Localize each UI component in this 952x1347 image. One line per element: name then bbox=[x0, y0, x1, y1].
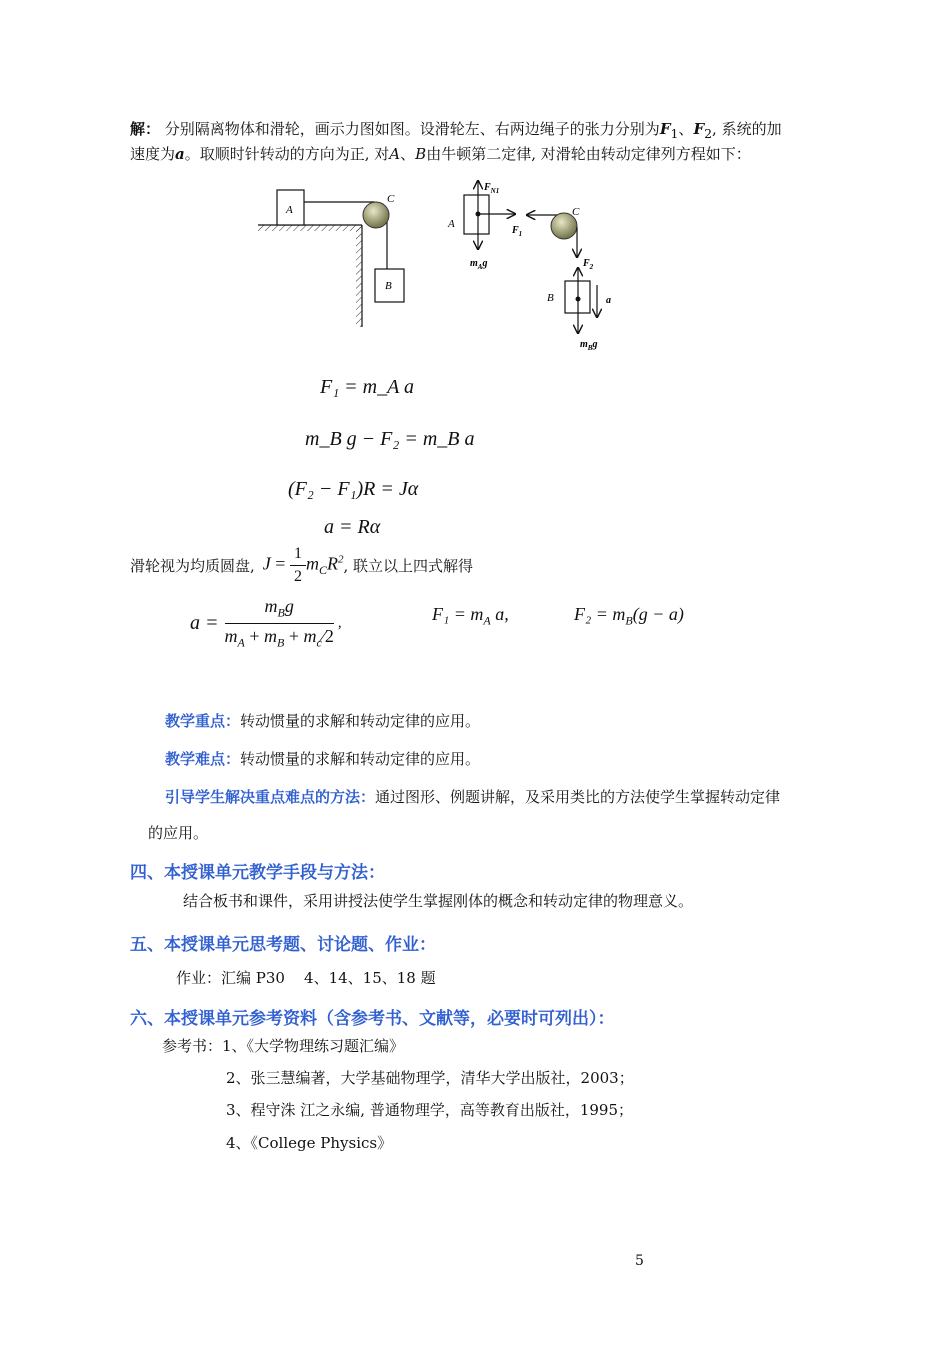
free-body-b bbox=[547, 268, 611, 352]
inertia-formula: J = $\frac{1}{2}$ $m_CR^2$ bbox=[262, 545, 344, 585]
equation-2: m_B g − F₂ = m_B a bbox=[305, 428, 475, 450]
section-6-title: 六、本授课单元参考资料（含参考书、文献等，必要时可列出）： bbox=[130, 1009, 615, 1029]
reference-3: 3、程守洙 江之永编, 普通物理学，高等教育出版社，1995； bbox=[226, 1101, 634, 1119]
free-body-a bbox=[447, 181, 522, 271]
section-4-body: 结合板书和课件，采用讲授法使学生掌握刚体的概念和转动定律的物理意义。 bbox=[183, 892, 694, 910]
teaching-method-cont: 的应用。 bbox=[148, 824, 209, 842]
page-number: 5 bbox=[635, 1253, 644, 1269]
equation-1: F₁ = m_A a bbox=[320, 376, 414, 398]
reference-1: 参考书：1、《大学物理练习题汇编》 bbox=[162, 1037, 405, 1055]
free-body-pulley bbox=[527, 206, 594, 271]
reference-4: 4、《College Physics》 bbox=[226, 1134, 393, 1152]
equation-4: a = Rα bbox=[324, 516, 381, 538]
solution-label: 解： bbox=[130, 120, 161, 138]
normal-force-label: $F_{N1}$ bbox=[484, 182, 500, 195]
weight-b-label: $m_Bg$ bbox=[580, 339, 598, 352]
fb-pulley-label: C bbox=[572, 206, 580, 218]
acceleration-label: a bbox=[606, 295, 611, 306]
setup-diagram bbox=[258, 190, 404, 327]
solution-f1: $F_1 = m_A$ ɑ, bbox=[432, 604, 509, 628]
wall-hatch bbox=[356, 225, 362, 327]
tension-f1-label: $F_1$ bbox=[512, 225, 523, 238]
solution-f2: $F_2 = m_B(g - a)$ bbox=[574, 604, 684, 628]
pulley-figure bbox=[250, 175, 630, 360]
disk-line: 滑轮视为均质圆盘, J = $\frac{1}{2}$ $m_CR^2$ , 联立以上四式解得 bbox=[130, 543, 473, 588]
pulley-label: C bbox=[387, 193, 395, 205]
solution-a: a = $\frac{m_Bg}{m_A + m_B + m_c⁄2}$ , bbox=[190, 596, 342, 650]
solution-line-1: 解： 分别隔离物体和滑轮，画示力图如图。设滑轮左、右两边绳子的张力分别为$F_1$、$F_2$, 系统的加 bbox=[130, 120, 782, 141]
weight-a-label: $m_Ag$ bbox=[470, 258, 488, 271]
tension-f2-label: $F_2$ bbox=[583, 258, 594, 271]
fb-b-label: B bbox=[547, 292, 554, 304]
pulley bbox=[363, 202, 389, 228]
teaching-difficulty: 教学难点：转动惯量的求解和转动定律的应用。 bbox=[165, 750, 481, 768]
block-b-label: B bbox=[385, 280, 392, 292]
reference-2: 2、张三慧编著，大学基础物理学，清华大学出版社，2003； bbox=[226, 1069, 634, 1087]
section-5-title: 五、本授课单元思考题、讨论题、作业： bbox=[130, 935, 436, 955]
block-a-label: A bbox=[286, 204, 293, 216]
teaching-method: 引导学生解决重点难点的方法：通过图形、例题讲解，及采用类比的方法使学生掌握转动定律 bbox=[165, 788, 781, 806]
teaching-focus: 教学重点：转动惯量的求解和转动定律的应用。 bbox=[165, 712, 481, 730]
fb-a-label: A bbox=[448, 218, 455, 230]
equation-3: (F₂ − F₁)R = Jα bbox=[288, 478, 419, 500]
solution-line-2: 速度为a。取顺时针转动的方向为正, 对A、B由牛顿第二定律, 对滑轮由转动定律列方程如下： bbox=[130, 145, 751, 163]
section-5-body: 作业：汇编 P30 4、14、15、18 题 bbox=[176, 969, 436, 987]
section-4-title: 四、本授课单元教学手段与方法： bbox=[130, 863, 385, 883]
table-hatch bbox=[258, 225, 362, 231]
